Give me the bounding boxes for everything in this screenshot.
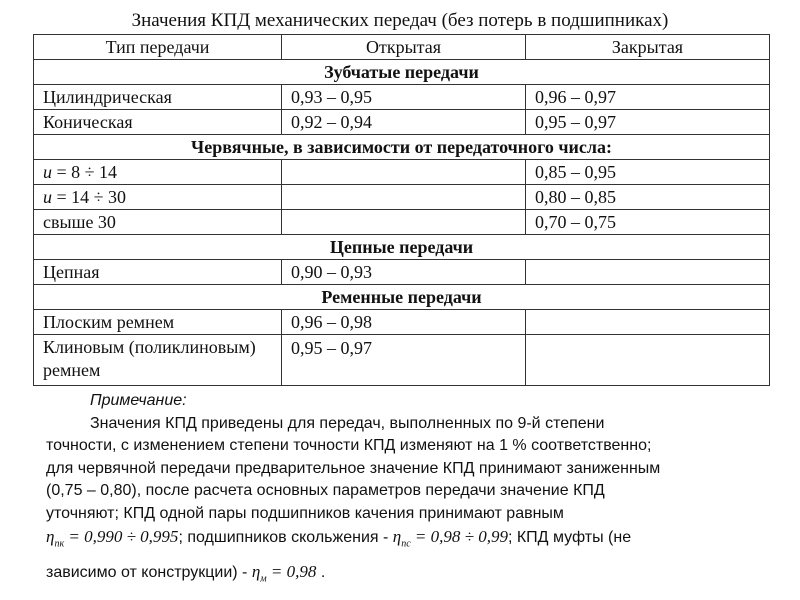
cell-closed: 0,95 – 0,97: [526, 110, 770, 135]
note-text: ; КПД муфты (не: [507, 528, 632, 546]
note-last-line: [46, 561, 766, 591]
formula-rolling-bearings: $\eta_{пк} = 0,990 \div 0,995$: [46, 526, 179, 549]
cell-type: Цепная: [34, 260, 282, 285]
table-row: [34, 110, 770, 135]
table-row: [34, 160, 770, 185]
cell-open: 0,95 – 0,97: [282, 335, 526, 386]
cell-closed: [526, 335, 770, 386]
note-line: точности, с изменением степени точности КПД изменяют на 1 % соответственно;: [46, 437, 652, 455]
table-row: [34, 85, 770, 110]
note-text: зависимо от конструкции) -: [46, 563, 252, 581]
cell-closed: [526, 310, 770, 335]
table-row: [34, 260, 770, 285]
note-title: Примечание:: [90, 392, 187, 409]
cell-open: 0,90 – 0,93: [282, 260, 526, 285]
note-text: .: [316, 563, 326, 581]
header-open: Открытая: [282, 35, 526, 60]
ratio-range: = 8 ÷ 14: [52, 162, 118, 182]
cell-closed: 0,70 – 0,75: [526, 210, 770, 235]
table-row: [34, 310, 770, 335]
cell-type: Цилиндрическая: [34, 85, 282, 110]
table-row: [34, 210, 770, 235]
section-row-belt: [34, 285, 770, 310]
cell-type: [34, 160, 282, 185]
section-title-chain: Цепные передачи: [34, 235, 770, 260]
page-title: Значения КПД механических передач (без потерь в подшипниках): [131, 10, 669, 31]
section-title-gear: Зубчатые передачи: [34, 60, 770, 85]
formula-sliding-bearings: $\eta_{пс} = 0,98 \div 0,99$: [392, 526, 508, 549]
variable-u: u: [43, 187, 52, 207]
cell-closed: [526, 260, 770, 285]
cell-open: 0,93 – 0,95: [282, 85, 526, 110]
note-paragraph: [46, 413, 766, 556]
cell-open: [282, 160, 526, 185]
note-formula-line: [46, 526, 766, 556]
section-row-gear: [34, 60, 770, 85]
header-type: Тип передачи: [34, 35, 282, 60]
cell-type: свыше 30: [34, 210, 282, 235]
table-header-row: [34, 35, 770, 60]
note-text: ; подшипников скольжения -: [178, 528, 393, 546]
cell-type: [34, 185, 282, 210]
note-line: уточняют; КПД одной пары подшипников качения принимают равным: [46, 504, 564, 522]
cell-closed: 0,80 – 0,85: [526, 185, 770, 210]
section-title-belt: Ременные передачи: [34, 285, 770, 310]
cell-closed: 0,85 – 0,95: [526, 160, 770, 185]
header-closed: Закрытая: [526, 35, 770, 60]
ratio-range: = 14 ÷ 30: [52, 187, 127, 207]
efficiency-table: [33, 34, 770, 386]
cell-closed: 0,96 – 0,97: [526, 85, 770, 110]
section-row-worm: [34, 135, 770, 160]
note-line: Значения КПД приведены для передач, выполненных по 9-й степени: [90, 414, 605, 432]
variable-u: u: [43, 162, 52, 182]
note-line: (0,75 – 0,80), после расчета основных параметров передачи значение КПД: [46, 482, 605, 500]
table-row: [34, 185, 770, 210]
note-line: для червячной передачи предварительное значение КПД принимают заниженным: [46, 459, 661, 477]
cell-type: Клиновым (поликлиновым) ремнем: [34, 335, 282, 386]
formula-coupling: $\eta_м = 0,98$: [251, 561, 317, 584]
section-title-worm: Червячные, в зависимости от передаточного числа:: [34, 135, 770, 160]
table-row: [34, 335, 770, 386]
section-row-chain: [34, 235, 770, 260]
cell-open: [282, 210, 526, 235]
note-block: [46, 390, 766, 591]
cell-open: 0,96 – 0,98: [282, 310, 526, 335]
cell-type: Плоским ремнем: [34, 310, 282, 335]
cell-type: Коническая: [34, 110, 282, 135]
cell-open: [282, 185, 526, 210]
cell-open: 0,92 – 0,94: [282, 110, 526, 135]
